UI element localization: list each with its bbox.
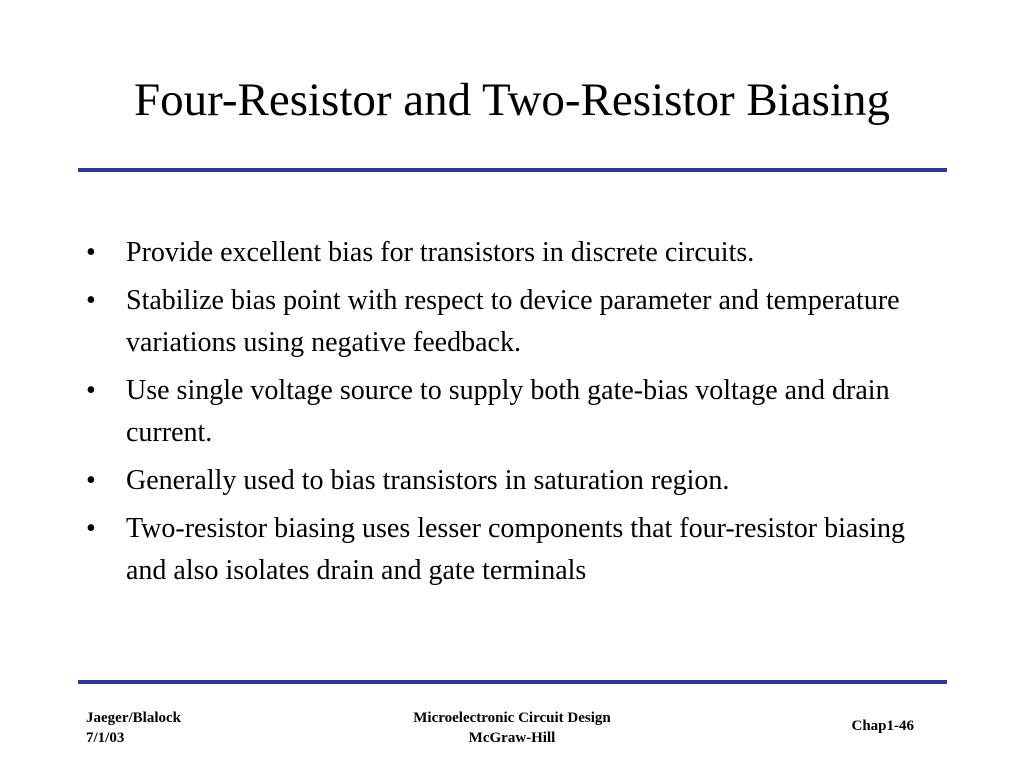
bullet-icon: • — [86, 465, 96, 496]
title-divider — [78, 168, 947, 172]
bullet-icon: • — [86, 513, 96, 544]
footer-publisher: McGraw-Hill — [468, 730, 556, 746]
footer-divider — [78, 680, 947, 684]
slide-title: Four-Resistor and Two-Resistor Biasing — [133, 74, 891, 126]
bullet-text: Use single voltage source to supply both gate-bias voltage and drain current. — [126, 375, 890, 448]
footer-book-block — [312, 708, 712, 748]
bullet-text: Provide excellent bias for transistors in discrete circuits. — [126, 237, 755, 268]
footer-page-number: Chap1-46 — [851, 718, 914, 734]
bullet-item — [86, 508, 946, 592]
bullet-item — [86, 280, 946, 364]
bullet-icon: • — [86, 285, 96, 316]
footer-author-block — [86, 708, 181, 748]
bullet-text: Generally used to bias transistors in saturation region. — [126, 465, 730, 496]
footer-authors: Jaeger/Blalock — [86, 710, 181, 726]
bullet-icon: • — [86, 375, 96, 406]
footer-date: 7/1/03 — [86, 730, 125, 746]
footer-book-title: Microelectronic Circuit Design — [413, 710, 611, 726]
bullet-list — [86, 232, 946, 598]
bullet-text: Two-resistor biasing uses lesser components that four-resistor biasing and also isolates drain and gate terminals — [126, 513, 905, 586]
bullet-text: Stabilize bias point with respect to device parameter and temperature variations using negative feedback. — [126, 285, 900, 358]
bullet-item — [86, 460, 946, 502]
bullet-icon: • — [86, 237, 96, 268]
bullet-item — [86, 370, 946, 454]
bullet-item — [86, 232, 946, 274]
